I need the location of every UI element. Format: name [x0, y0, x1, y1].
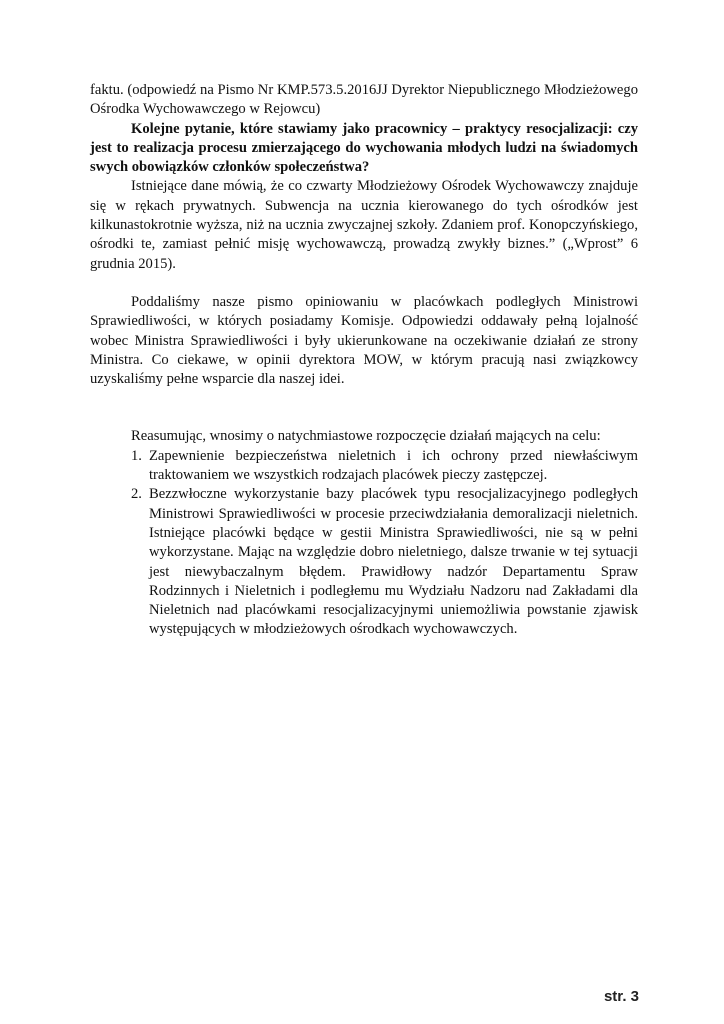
demands-list [90, 447, 638, 640]
paragraph-data: Istniejące dane mówią, że co czwarty Młodzieżowy Ośrodek Wychowawczy znajduje się w rękach prywatnych. Subwencja na ucznia kierowanego do tych ośrodków jest kilkunastokrotnie wyższa, niż na ucznia zwyczajnej szkoły. Zdaniem prof. Konopczyńskiego, ośrodki te, zamiast pełnić misję wychowawczą, prowadzą zwykły biznes.” („Wprost” 6 grudnia 2015). [90, 178, 638, 272]
list-item [90, 485, 638, 639]
section-spacer [90, 389, 638, 427]
document-body [90, 81, 638, 640]
list-number: 2. [131, 486, 142, 503]
paragraph-question: Kolejne pytanie, które stawiamy jako pracownicy – praktycy resocjalizacji: czy jest to realizacja procesu zmierzającego do wychowania młodych ludzi na świadomych swych obowiązków członków społeczeństwa? [90, 120, 638, 176]
list-item [90, 447, 638, 486]
paragraph-spacer [90, 274, 638, 293]
page-number: str. 3 [603, 988, 639, 1005]
list-number: 1. [131, 447, 142, 464]
paragraph-reference: faktu. (odpowiedź na Pismo Nr KMP.573.5.2016JJ Dyrektor Niepublicznego Młodzieżowego Ośrodka Wychowawczego w Rejowcu) [90, 82, 638, 118]
list-item-text: Bezzwłoczne wykorzystanie bazy placówek typu resocjalizacyjnego podległych Ministrowi Sprawiedliwości w procesie przeciwdziałania demoralizacji nieletnich. Istniejące placówki będące w gestii Ministra Sprawiedliwości, nie są w pełni wykorzystane. Mając na względzie dobro nieletniego, dalsze trwanie w tej sytuacji jest niewybaczalnym błędem. Prawidłowy nadzór Departamentu Spraw Rodzinnych i Nieletnich i podległemu mu Wydziału Nadzoru nad Zakładami dla Nieletnich nad placówkami resocjalizacyjnymi uniemożliwia powstanie zjawisk występujących w młodzieżowych ośrodkach wychowawczych. [149, 486, 638, 638]
summary-intro: Reasumując, wnosimy o natychmiastowe rozpoczęcie działań mających na celu: [131, 428, 601, 445]
list-item-text: Zapewnienie bezpieczeństwa nieletnich i ich ochrony przed niewłaściwym traktowaniem we wszystkich rodzajach placówek pieczy zastępczej. [149, 447, 638, 484]
paragraph-consultation: Poddaliśmy nasze pismo opiniowaniu w placówkach podległych Ministrowi Sprawiedliwości, w których posiadamy Komisje. Odpowiedzi oddawały pełną lojalność wobec Ministra Sprawiedliwości i były ukierunkowane na oczekiwanie działań ze strony Ministra. Co ciekawe, w opinii dyrektora MOW, w którym pracują nasi związkowcy uzyskaliśmy pełne wsparcie dla naszej idei. [90, 293, 638, 388]
